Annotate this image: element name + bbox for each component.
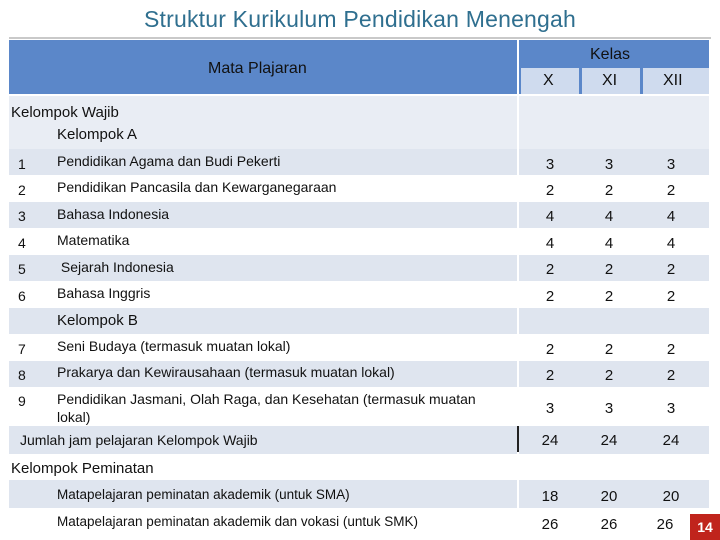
subject-name: Sejarah Indonesia	[57, 259, 174, 275]
total-label: Jumlah jam pelajaran Kelompok Wajib	[20, 432, 258, 448]
kelas-header-label: Kelas	[590, 46, 631, 63]
section-kelompok-wajib: Kelompok Wajib	[11, 104, 119, 121]
value-x: 2	[545, 367, 555, 384]
value-xi: 2	[604, 341, 614, 358]
total-xi: 24	[600, 432, 618, 449]
column-separator	[517, 96, 519, 540]
subject-name: Pendidikan Pancasila dan Kewarganegaraan	[57, 179, 337, 195]
row-number: 5	[18, 261, 26, 277]
subject-name: Matematika	[57, 232, 130, 248]
value-xii: 2	[666, 341, 676, 358]
value-xii: 2	[666, 288, 676, 305]
value-xi: 3	[604, 156, 614, 173]
value-x: 2	[545, 182, 555, 199]
value-x: 18	[541, 488, 559, 505]
grade-label: XII	[663, 72, 683, 89]
value-x: 2	[545, 341, 555, 358]
grade-header-xi	[582, 68, 640, 94]
value-xi: 4	[604, 235, 614, 252]
value-xii: 20	[662, 488, 680, 505]
section-kelompok-b: Kelompok B	[57, 312, 138, 329]
value-xi: 2	[604, 367, 614, 384]
value-xi: 20	[600, 488, 618, 505]
value-x: 3	[545, 400, 555, 417]
grade-label: XI	[602, 72, 618, 89]
value-xi: 2	[604, 182, 614, 199]
subject-name-continuation: lokal)	[57, 409, 91, 425]
grade-header-xii	[643, 68, 709, 94]
value-xi: 4	[604, 208, 614, 225]
row-number: 1	[18, 156, 26, 172]
subject-name: Bahasa Indonesia	[57, 206, 170, 222]
subject-name: Pendidikan Jasmani, Olah Raga, dan Kesehatan (termasuk muatan	[57, 391, 476, 407]
total-x: 24	[541, 432, 559, 449]
subject-name: Matapelajaran peminatan akademik (untuk SMA)	[57, 487, 350, 502]
row-number: 6	[18, 288, 26, 304]
kelas-header	[519, 40, 709, 94]
subject-name: Pendidikan Agama dan Budi Pekerti	[57, 153, 281, 169]
slide-title: Struktur Kurikulum Pendidikan Menengah	[143, 6, 577, 32]
subject-name: Bahasa Inggris	[57, 285, 151, 301]
subject-name: Seni Budaya (termasuk muatan lokal)	[57, 338, 291, 354]
row-number: 3	[18, 208, 26, 224]
value-xii: 2	[666, 261, 676, 278]
value-xii: 3	[666, 400, 676, 417]
total-border	[517, 426, 519, 452]
value-xi: 26	[600, 516, 618, 533]
row-number: 4	[18, 235, 26, 251]
value-xii: 4	[666, 235, 676, 252]
value-xi: 2	[604, 261, 614, 278]
value-x: 3	[545, 156, 555, 173]
section-kelompok-a: Kelompok A	[57, 126, 138, 143]
value-xii: 26	[656, 516, 674, 533]
value-x: 2	[545, 288, 555, 305]
value-xii: 4	[666, 208, 676, 225]
value-xii: 2	[666, 182, 676, 199]
subject-name: Prakarya dan Kewirausahaan (termasuk muatan lokal)	[57, 364, 395, 380]
grade-header-x	[521, 68, 579, 94]
row-number: 7	[18, 341, 26, 357]
row-number: 8	[18, 367, 26, 383]
subject-header-label: Mata Plajaran	[208, 60, 307, 77]
row-number: 9	[18, 393, 26, 409]
title-divider	[9, 37, 711, 39]
value-x: 4	[545, 208, 555, 225]
total-xii: 24	[662, 432, 680, 449]
page-number-badge: 14	[690, 514, 720, 540]
grade-label: X	[543, 72, 554, 89]
subject-name: Matapelajaran peminatan akademik dan vokasi (untuk SMK)	[57, 514, 418, 529]
section-kelompok-peminatan: Kelompok Peminatan	[11, 460, 154, 477]
subject-header	[9, 40, 517, 94]
value-x: 4	[545, 235, 555, 252]
value-x: 26	[541, 516, 559, 533]
value-xi: 3	[604, 400, 614, 417]
row-number: 2	[18, 182, 26, 198]
value-x: 2	[545, 261, 555, 278]
value-xii: 2	[666, 367, 676, 384]
value-xii: 3	[666, 156, 676, 173]
value-xi: 2	[604, 288, 614, 305]
